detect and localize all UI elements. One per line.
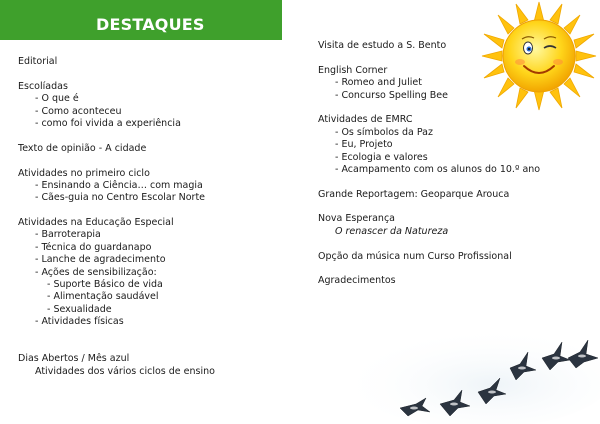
toc-item-nova-esperanca: Nova Esperança	[318, 213, 396, 225]
toc-subsubitem: - Sexualidade	[47, 303, 112, 315]
toc-subitem: - Acampamento com os alunos do 10.º ano	[335, 163, 541, 175]
toc-item-opiniao: Texto de opinião - A cidade	[18, 142, 147, 154]
toc-item-educacao-especial: Atividades na Educação Especial	[18, 217, 174, 229]
toc-subitem: - Cães-guia no Centro Escolar Norte	[35, 192, 206, 204]
toc-item-primeiro-ciclo: Atividades no primeiro ciclo	[18, 167, 150, 179]
toc-subitem-italic: O renascer da Natureza	[335, 225, 449, 237]
toc-subitem: - Eu, Projeto	[335, 139, 393, 151]
toc-item-agradecimentos: Agradecimentos	[318, 275, 396, 287]
toc-item-dias-abertos: Dias Abertos / Mês azul	[18, 353, 130, 365]
toc-subitem: - O que é	[35, 93, 79, 105]
toc-item-musica: Opção da música num Curso Profissional	[318, 250, 512, 262]
toc-subitem: - Lanche de agradecimento	[35, 254, 166, 266]
toc-subitem: - Os símbolos da Paz	[335, 126, 433, 138]
toc-subitem: - Barroterapia	[35, 229, 101, 241]
toc-item-visita: Visita de estudo a S. Bento	[318, 40, 447, 51]
toc-subitem: - Ações de sensibilização:	[35, 266, 157, 278]
toc-item-emrc: Atividades de EMRC	[318, 114, 413, 126]
toc-subitem: - Romeo and Juliet	[335, 77, 422, 89]
flying-swallows-illustration	[330, 318, 600, 424]
left-column	[18, 56, 288, 378]
toc-subitem: - Técnica do guardanapo	[35, 241, 152, 253]
toc-subsubitem: - Alimentação saudável	[47, 291, 159, 303]
toc-item-editorial: Editorial	[18, 56, 58, 67]
header-banner	[0, 0, 282, 40]
toc-item-english-corner: English Corner	[318, 64, 388, 76]
toc-subitem: - Atividades físicas	[35, 316, 124, 328]
toc-subitem: - Ecologia e valores	[335, 151, 428, 163]
toc-subitem: - Concurso Spelling Bee	[335, 89, 448, 101]
smiling-sun-illustration	[480, 0, 598, 112]
toc-subitem: Atividades dos vários ciclos de ensino	[35, 365, 215, 377]
toc-subitem: - Ensinando a Ciência… com magia	[35, 179, 203, 191]
toc-item-escoliadas: Escolíadas	[18, 80, 68, 92]
toc-subitem: - Como aconteceu	[35, 105, 122, 117]
toc-item-reportagem: Grande Reportagem: Geoparque Arouca	[318, 188, 510, 200]
toc-subitem: - como foi vivida a experiência	[35, 117, 181, 129]
toc-subsubitem: - Suporte Básico de vida	[47, 279, 163, 291]
page-title: DESTAQUES	[96, 15, 205, 34]
